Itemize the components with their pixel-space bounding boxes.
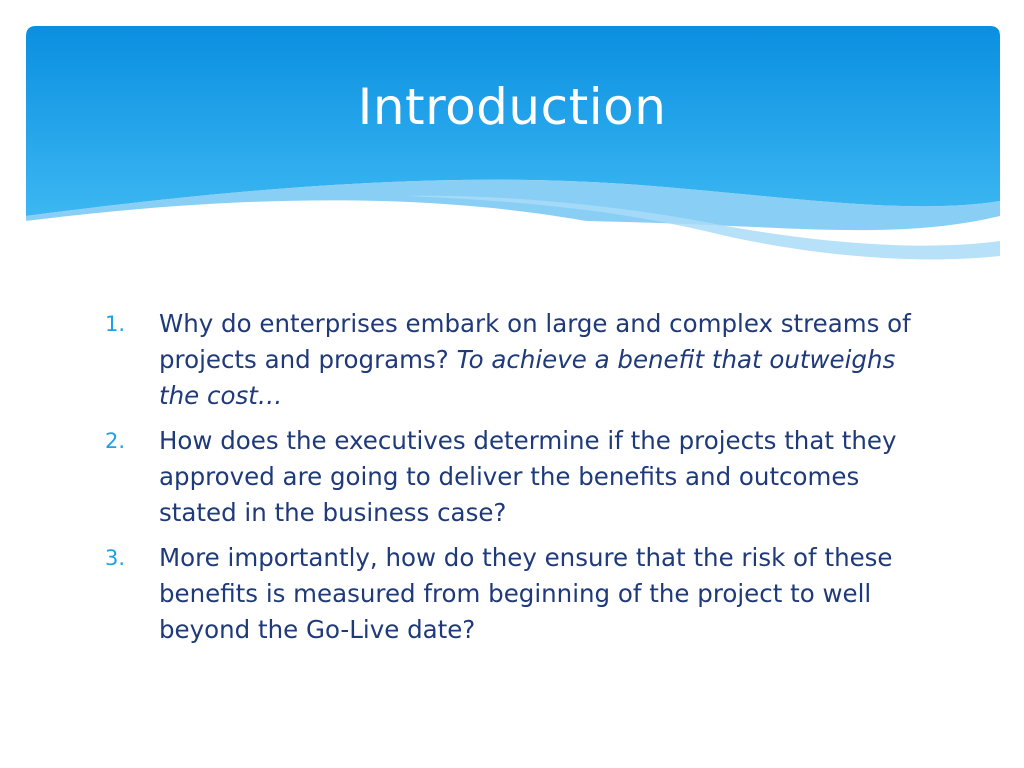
list-item — [105, 306, 925, 414]
numbered-list — [105, 306, 925, 657]
list-number: 3. — [105, 546, 126, 570]
list-item — [105, 540, 925, 648]
list-number: 1. — [105, 312, 126, 336]
list-text: More importantly, how do they ensure that the risk of these benefits is measured from beginning of the project to well beyond the Go-Live date? — [159, 543, 893, 644]
list-text — [159, 306, 919, 414]
list-number: 2. — [105, 429, 126, 453]
header-banner — [26, 26, 1000, 276]
slide-title: Introduction — [357, 78, 667, 136]
list-item — [105, 423, 925, 531]
list-text-body: Why do enterprises embark on large and complex streams of projects and programs? — [159, 309, 911, 374]
list-text-emphasis: To achieve a benefit that outweighs the cost… — [159, 345, 896, 410]
header-wave-graphic — [26, 26, 1000, 276]
list-text: How does the executives determine if the projects that they approved are going to deliver the benefits and outcomes stated in the business case? — [159, 426, 897, 527]
